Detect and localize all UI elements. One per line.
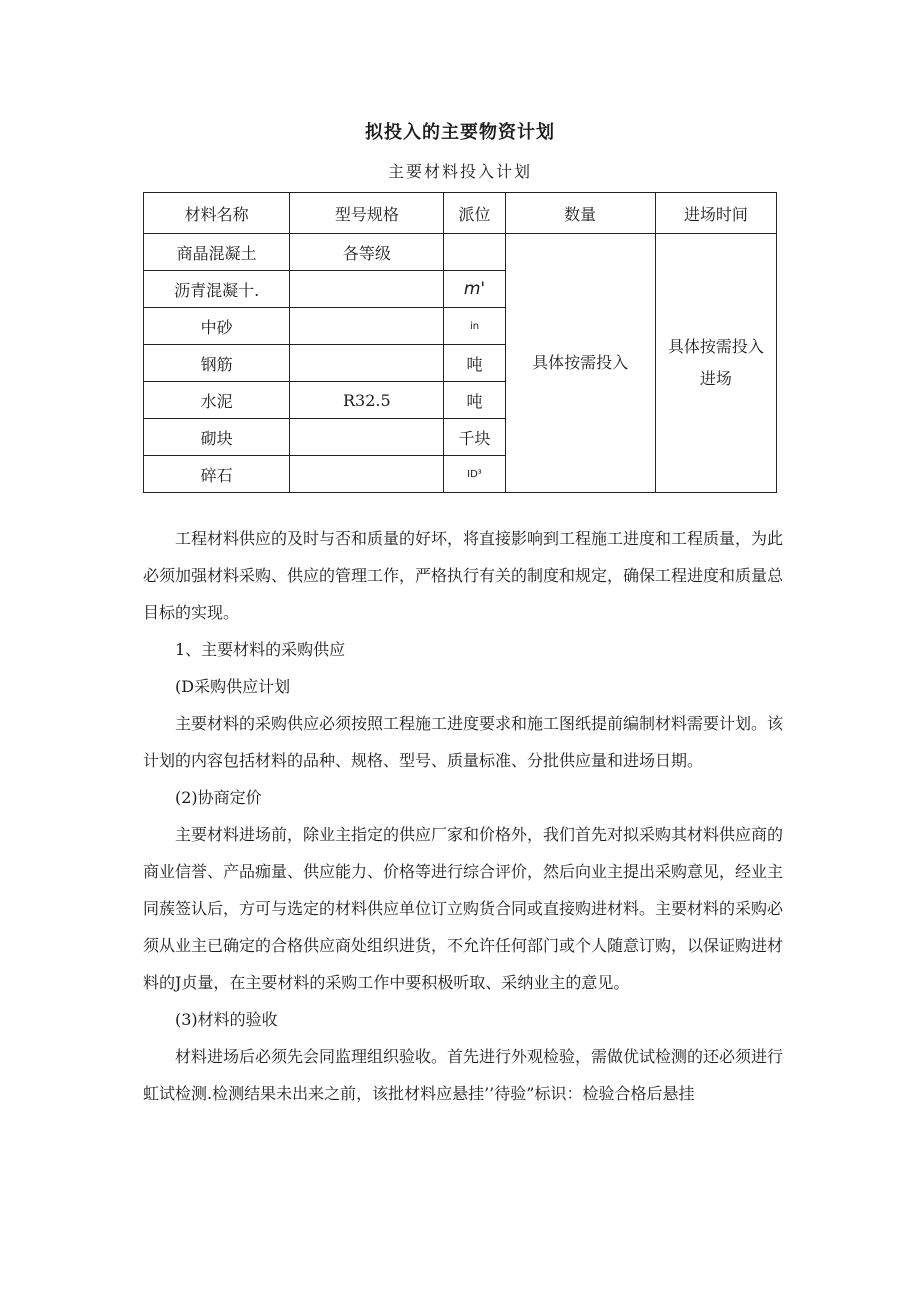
cell-spec [290,456,444,493]
subsection-heading: (2)协商定价 [175,788,262,807]
cell-unit [444,234,505,271]
entry-time-text: 具体按需投入进场 [667,337,764,388]
header-quantity: 数量 [505,193,655,234]
cell-spec [290,419,444,456]
cell-material-name: 商晶混凝土 [144,234,290,271]
cell-material-name: 砌块 [144,419,290,456]
body-content [143,520,783,1112]
cell-unit: ID³ [444,456,505,493]
cell-entry-time [655,234,776,493]
cell-spec: R32.5 [290,382,444,419]
page-title: 拟投入的主要物资计划 [365,122,555,143]
cell-material-name: 沥青混凝十. [144,271,290,308]
header-entry-time: 进场时间 [655,193,776,234]
cell-unit: in [444,308,505,345]
cell-unit: 千块 [444,419,505,456]
table-header-row [144,193,777,234]
table-title: 主要材料投入计划 [387,162,532,181]
paragraph-plan: 主要材料的采购供应必须按照工程施工进度要求和施工图纸提前编制材料需要计划。该计划的内容包括材料的品种、规格、型号、质量标准、分批供应量和进场日期。 [143,714,784,770]
cell-unit: 吨 [444,345,505,382]
cell-unit: m' [444,271,505,308]
subsection-heading: (3)材料的验收 [175,1010,278,1029]
cell-material-name: 水泥 [144,382,290,419]
cell-material-name: 钢筋 [144,345,290,382]
header-spec: 型号规格 [290,193,444,234]
cell-spec: 各等级 [290,234,444,271]
cell-quantity: 具体按需投入 [505,234,655,493]
cell-material-name: 碎石 [144,456,290,493]
paragraph-intro: 工程材料供应的及时与否和质量的好坏，将直接影响到工程施工进度和工程质量，为此必须加强材料采购、供应的管理工作，严格执行有关的制度和规定，确保工程进度和质量总目标的实现。 [143,529,784,622]
subsection-heading: (D采购供应计划 [175,677,291,696]
cell-spec [290,308,444,345]
section-heading: 1、主要材料的采购供应 [175,640,346,659]
paragraph-acceptance: 材料进场后必须先会同监理组织验收。首先进行外观检验，需做优试检测的还必须进行虹试检测.检测结果未出来之前，该批材料应悬挂’’待验”标识：检验合格后悬挂 [143,1047,784,1103]
materials-table [143,192,777,493]
paragraph-pricing: 主要材料进场前，除业主指定的供应厂家和价格外，我们首先对拟采购其材料供应商的商业信誉、产品痂量、供应能力、价格等进行综合评价，然后向业主提出采购意见，经业主同蔟签认后，方可与选定的材料供应单位订立购货合同或直接购进材料。主要材料的采购必须从业主已确定的合格供应商处组织进货，不允许任何部门或个人随意订购，以保证购进材料的J贞量，在主要材料的采购工作中要积极听取、采纳业主的意见。 [143,825,784,992]
table-row [144,234,777,271]
cell-spec [290,271,444,308]
cell-spec [290,345,444,382]
header-unit: 派位 [444,193,505,234]
cell-unit: 吨 [444,382,505,419]
header-material-name: 材料名称 [144,193,290,234]
cell-material-name: 中砂 [144,308,290,345]
